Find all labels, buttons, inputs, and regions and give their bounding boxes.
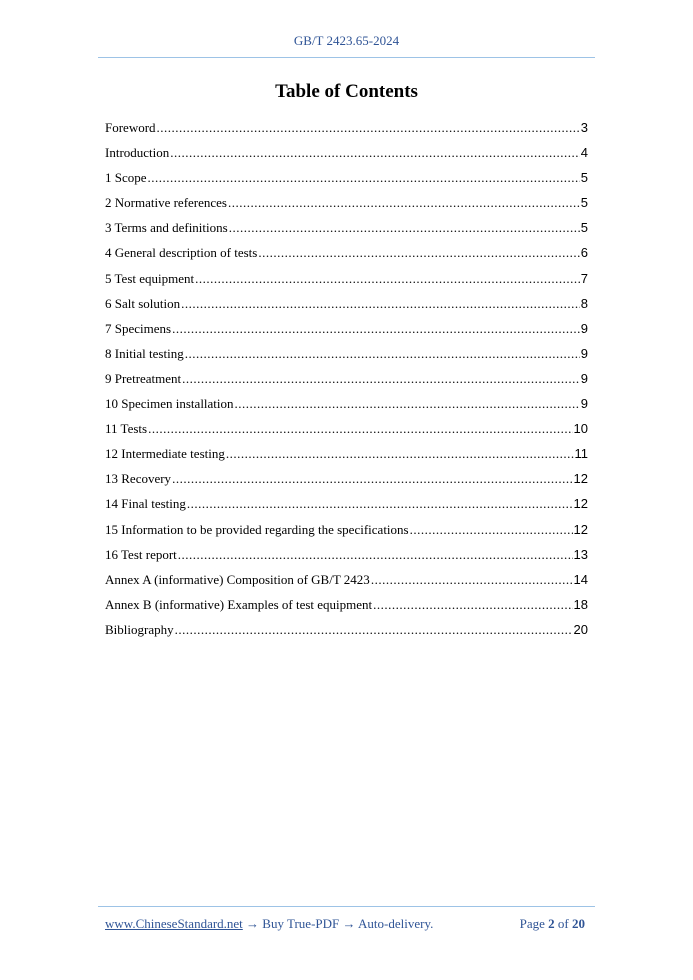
toc-entry-label: 15 Information to be provided regarding the specifications <box>105 521 409 537</box>
toc-entry-page: 7 <box>580 270 588 286</box>
toc-leader-dots <box>229 215 580 240</box>
toc-entry-label: Bibliography <box>105 621 174 637</box>
toc-leader-dots <box>371 567 573 592</box>
of-word: of <box>557 916 569 931</box>
toc-entry[interactable] <box>105 240 588 265</box>
toc-entry-page: 4 <box>580 145 588 161</box>
toc-entry-page: 5 <box>580 195 588 211</box>
toc-entry-page: 12 <box>573 496 588 512</box>
toc-entry[interactable] <box>105 441 588 466</box>
toc-entry[interactable] <box>105 190 588 215</box>
toc-entry-label: Introduction <box>105 145 170 161</box>
toc-entry-label: 5 Test equipment <box>105 270 195 286</box>
toc-entry-label: 3 Terms and definitions <box>105 220 228 236</box>
toc-entry[interactable] <box>105 592 588 617</box>
toc-entry[interactable] <box>105 291 588 316</box>
toc-leader-dots <box>148 165 580 190</box>
toc-entry[interactable] <box>105 165 588 190</box>
toc-entry-page: 9 <box>580 320 588 336</box>
toc-entry[interactable] <box>105 115 588 140</box>
toc-entry-label: 12 Intermediate testing <box>105 446 225 462</box>
toc-entry-page: 6 <box>580 245 588 261</box>
toc-entry-label: 2 Normative references <box>105 195 227 211</box>
toc-entry[interactable] <box>105 617 588 642</box>
toc-entry-label: 9 Pretreatment <box>105 370 182 386</box>
toc-entry-page: 14 <box>573 571 588 587</box>
toc-entry[interactable] <box>105 567 588 592</box>
toc-entry[interactable] <box>105 215 588 240</box>
footer-divider <box>98 906 595 907</box>
page-number <box>520 916 585 932</box>
toc-entry-page: 18 <box>573 596 588 612</box>
toc-entry[interactable] <box>105 416 588 441</box>
toc-leader-dots <box>148 416 572 441</box>
toc-entry-page: 9 <box>580 345 588 361</box>
toc-entry-page: 9 <box>580 370 588 386</box>
toc-entry[interactable] <box>105 466 588 491</box>
toc-entry-label: 4 General description of tests <box>105 245 258 261</box>
toc-leader-dots <box>178 542 573 567</box>
current-page: 2 <box>548 916 555 931</box>
delivery-text: Auto-delivery. <box>358 916 434 931</box>
toc-entry-label: 8 Initial testing <box>105 345 184 361</box>
toc-entry-page: 9 <box>580 396 588 412</box>
toc-entry-label: 7 Specimens <box>105 320 172 336</box>
toc-leader-dots <box>235 391 580 416</box>
buy-text: Buy True-PDF <box>262 916 340 931</box>
toc-entry[interactable] <box>105 316 588 341</box>
footer-promo <box>105 916 433 932</box>
toc-leader-dots <box>172 466 572 491</box>
toc-entry[interactable] <box>105 491 588 516</box>
toc-entry-page: 20 <box>573 621 588 637</box>
toc-entry-page: 11 <box>574 446 588 462</box>
toc-leader-dots <box>258 240 579 265</box>
table-of-contents <box>105 115 588 642</box>
total-pages: 20 <box>572 916 585 931</box>
toc-entry[interactable] <box>105 140 588 165</box>
toc-entry-label: 6 Salt solution <box>105 295 181 311</box>
toc-entry-label: 11 Tests <box>105 421 148 437</box>
toc-entry[interactable] <box>105 517 588 542</box>
toc-leader-dots <box>228 190 580 215</box>
toc-leader-dots <box>187 491 573 516</box>
toc-leader-dots <box>175 617 573 642</box>
toc-entry[interactable] <box>105 266 588 291</box>
toc-leader-dots <box>182 366 580 391</box>
toc-leader-dots <box>170 140 580 165</box>
toc-entry-page: 10 <box>573 421 588 437</box>
toc-leader-dots <box>226 441 574 466</box>
toc-leader-dots <box>373 592 572 617</box>
toc-entry-label: 16 Test report <box>105 546 177 562</box>
toc-entry-label: Annex A (informative) Composition of GB/T 2423 <box>105 571 370 587</box>
toc-entry[interactable] <box>105 542 588 567</box>
toc-leader-dots <box>410 517 573 542</box>
toc-entry-page: 3 <box>580 120 588 135</box>
running-header: GB/T 2423.65-2024 <box>293 33 400 48</box>
page-title: Table of Contents <box>275 81 418 102</box>
toc-entry-label: 1 Scope <box>105 170 147 186</box>
toc-entry-label: 13 Recovery <box>105 471 172 487</box>
toc-leader-dots <box>181 291 580 316</box>
toc-entry-label: 10 Specimen installation <box>105 396 234 412</box>
toc-entry-page: 12 <box>573 521 588 537</box>
header-divider <box>98 57 595 58</box>
page-footer <box>105 916 585 932</box>
toc-entry-page: 12 <box>573 471 588 487</box>
toc-entry-label: Foreword <box>105 120 156 135</box>
toc-entry[interactable] <box>105 341 588 366</box>
page-word: Page <box>519 916 545 931</box>
toc-entry[interactable] <box>105 391 588 416</box>
arrow-icon: → <box>242 916 263 931</box>
arrow-icon: → <box>339 916 359 931</box>
toc-entry[interactable] <box>105 366 588 391</box>
site-link[interactable]: www.ChineseStandard.net <box>105 916 243 931</box>
toc-entry-page: 13 <box>573 546 588 562</box>
toc-entry-page: 5 <box>580 220 588 236</box>
toc-leader-dots <box>157 115 580 140</box>
toc-entry-page: 5 <box>580 170 588 186</box>
toc-leader-dots <box>172 316 580 341</box>
toc-leader-dots <box>195 266 580 291</box>
toc-entry-page: 8 <box>580 295 588 311</box>
toc-leader-dots <box>185 341 580 366</box>
toc-entry-label: Annex B (informative) Examples of test equipment <box>105 596 373 612</box>
toc-entry-label: 14 Final testing <box>105 496 186 512</box>
